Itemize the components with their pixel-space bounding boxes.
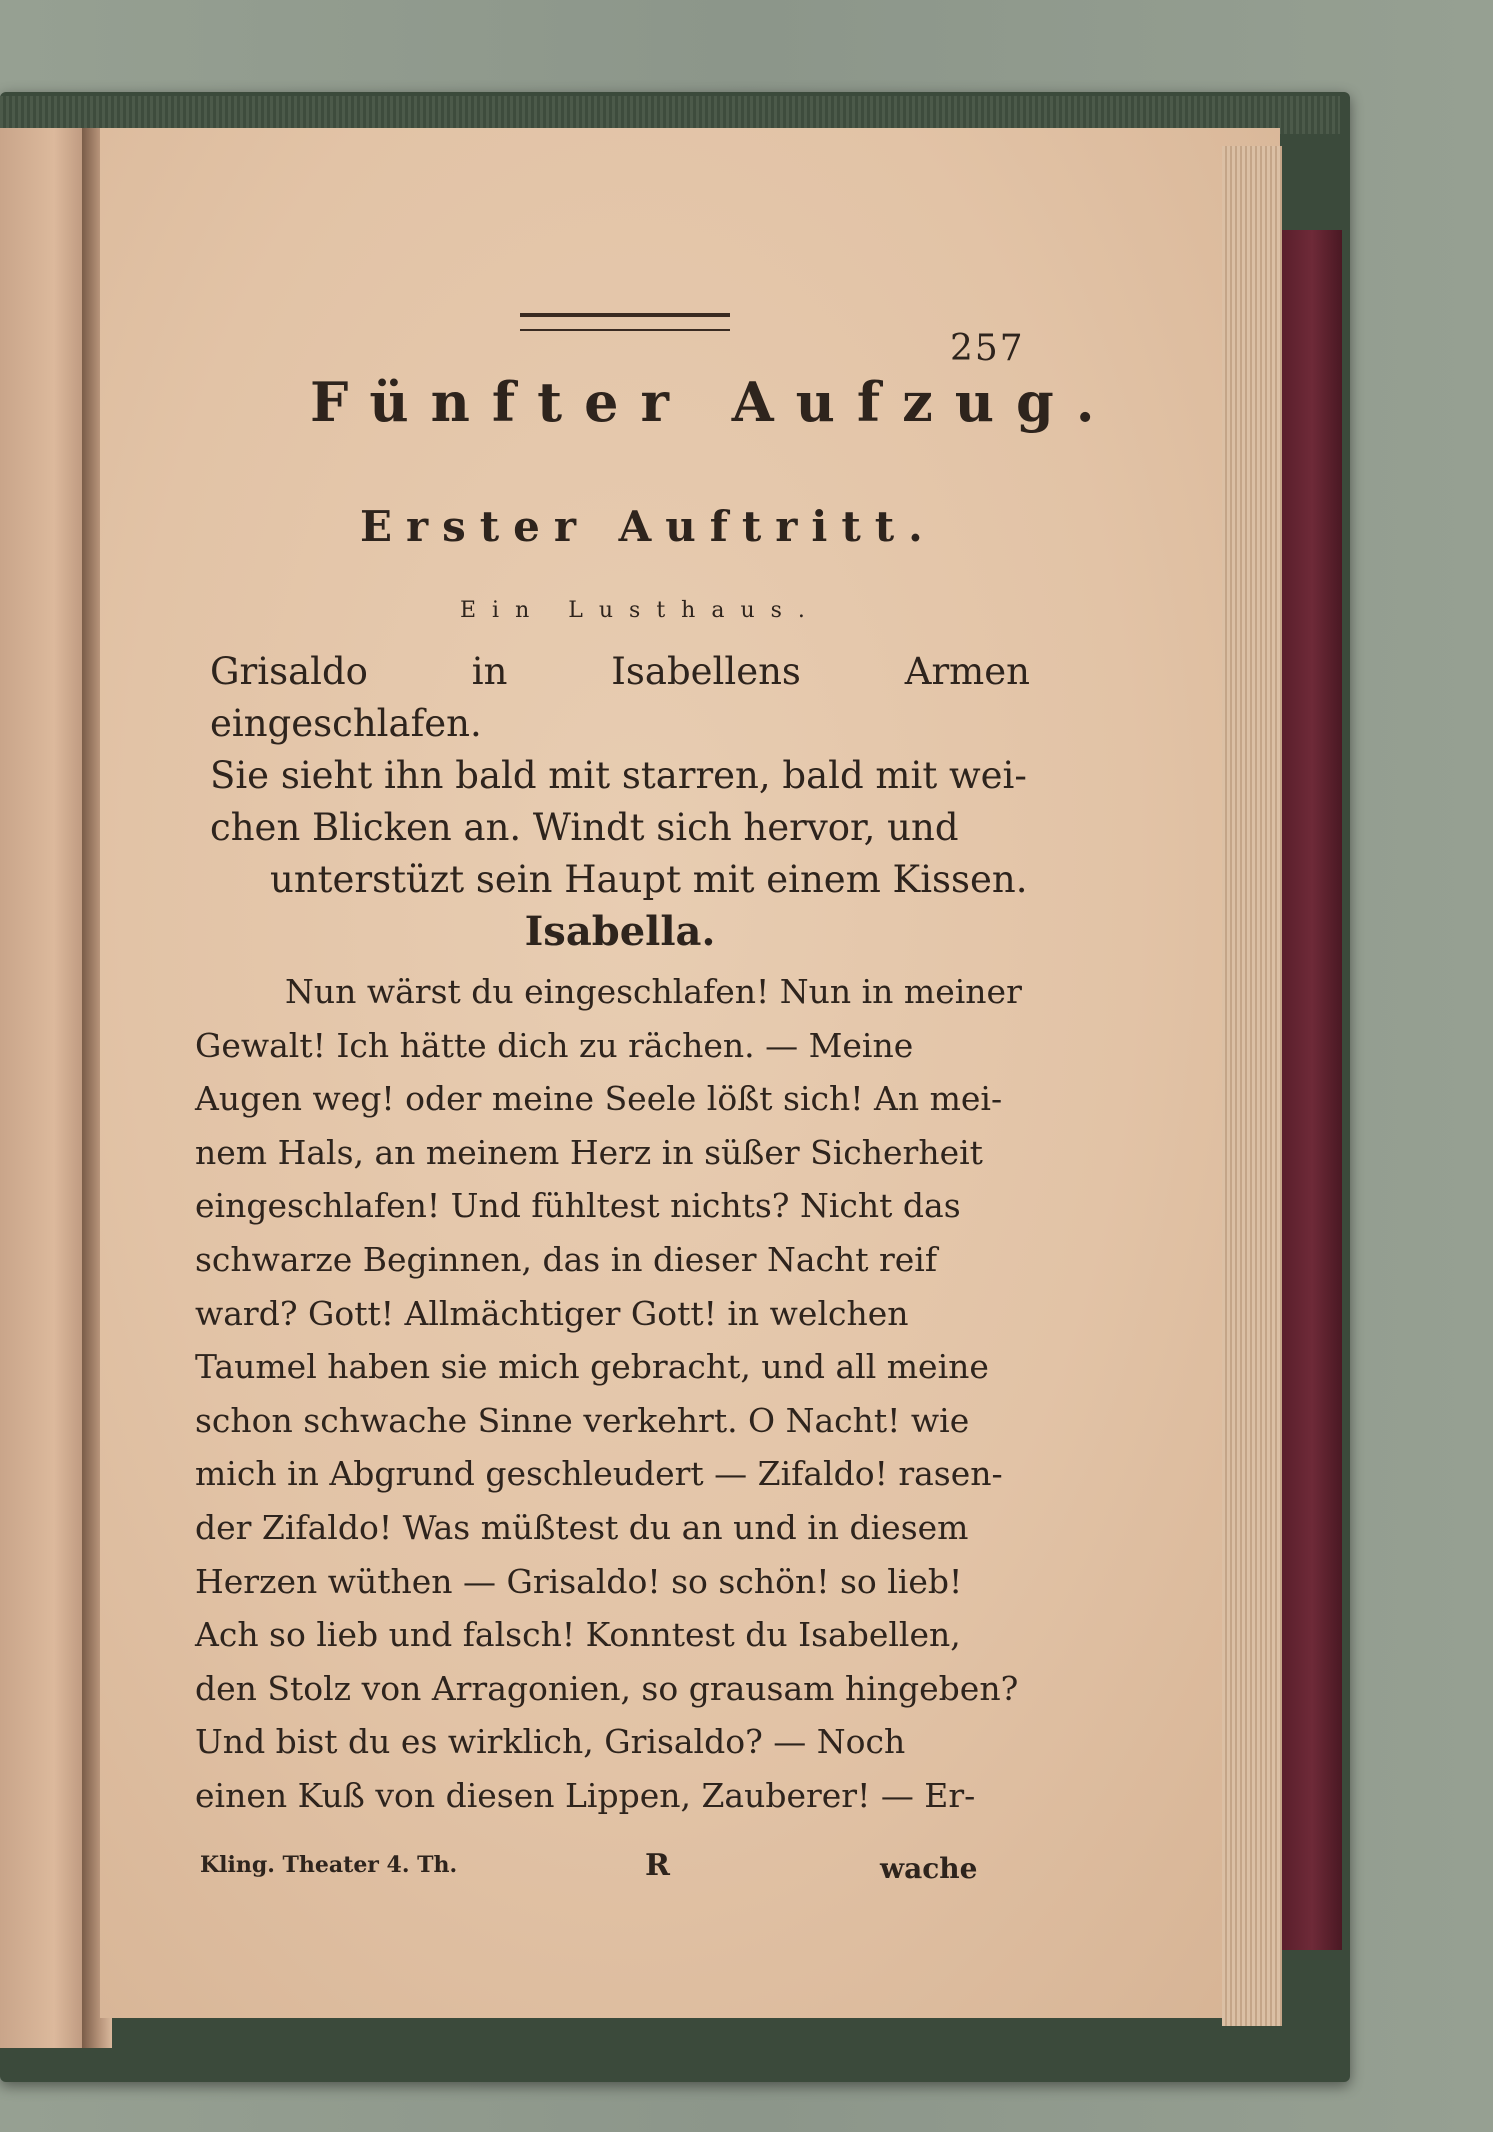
speech-line: einen Kuß von diesen Lippen, Zauberer! — Er- bbox=[195, 1775, 976, 1815]
speech-line: nem Hals, an meinem Herz in süßer Sicherheit bbox=[195, 1132, 983, 1172]
speech-line: ward? Gott! Allmächtiger Gott! in welchen bbox=[195, 1293, 909, 1333]
speech-line: schon schwache Sinne verkehrt. O Nacht! wie bbox=[195, 1400, 970, 1440]
act-title: Fünfter Aufzug. bbox=[310, 370, 1117, 434]
page-stack-edge bbox=[1222, 146, 1282, 2026]
speech-line: Taumel haben sie mich gebracht, und all meine bbox=[195, 1347, 989, 1387]
cover-board-edge bbox=[1282, 230, 1342, 1950]
speech-line: Gewalt! Ich hätte dich zu rächen. — Meine bbox=[195, 1025, 914, 1065]
speech-line: Und bist du es wirklich, Grisaldo? — Noch bbox=[195, 1722, 906, 1762]
stage-direction-line: unterstüzt sein Haupt mit einem Kissen. bbox=[270, 858, 1028, 901]
scene-setting: Ein Lusthaus. bbox=[460, 598, 821, 623]
header-rule bbox=[520, 313, 730, 331]
speech-line: eingeschlafen! Und fühltest nichts? Nicht das bbox=[195, 1186, 961, 1226]
stage-direction-line: Sie sieht ihn bald mit starren, bald mit wei- bbox=[210, 754, 1027, 797]
left-page-edge bbox=[0, 128, 90, 2048]
speech-line: schwarze Beginnen, das in dieser Nacht reif bbox=[195, 1239, 938, 1279]
stage-direction-line: chen Blicken an. Windt sich hervor, und bbox=[210, 806, 959, 849]
speech-line: Herzen wüthen — Grisaldo! so schön! so lieb! bbox=[195, 1561, 963, 1601]
speech-line: der Zifaldo! Was müßtest du an und in diesem bbox=[195, 1507, 969, 1547]
speech-line: Ach so lieb und falsch! Konntest du Isabellen, bbox=[195, 1615, 961, 1655]
speech-text bbox=[195, 965, 1022, 1823]
catchword: wache bbox=[880, 1852, 978, 1885]
scene-title: Erster Auftritt. bbox=[360, 502, 937, 551]
speech-line: mich in Abgrund geschleudert — Zifaldo! rasen- bbox=[195, 1454, 1003, 1494]
signature-mark: Kling. Theater 4. Th. bbox=[200, 1852, 458, 1878]
speaker-name: Isabella. bbox=[524, 908, 716, 955]
speech-line: den Stolz von Arragonien, so grausam hingeben? bbox=[195, 1668, 1019, 1708]
stage-direction bbox=[210, 646, 1030, 906]
speech-line: Nun wärst du eingeschlafen! Nun in meiner bbox=[285, 972, 1022, 1011]
signature-letter: R bbox=[645, 1848, 670, 1883]
speech-line: Augen weg! oder meine Seele lößt sich! An mei- bbox=[195, 1079, 1003, 1119]
stage-direction-line: Grisaldo in Isabellens Armen eingeschlafen. bbox=[210, 650, 1030, 745]
page-number: 257 bbox=[950, 328, 1025, 369]
